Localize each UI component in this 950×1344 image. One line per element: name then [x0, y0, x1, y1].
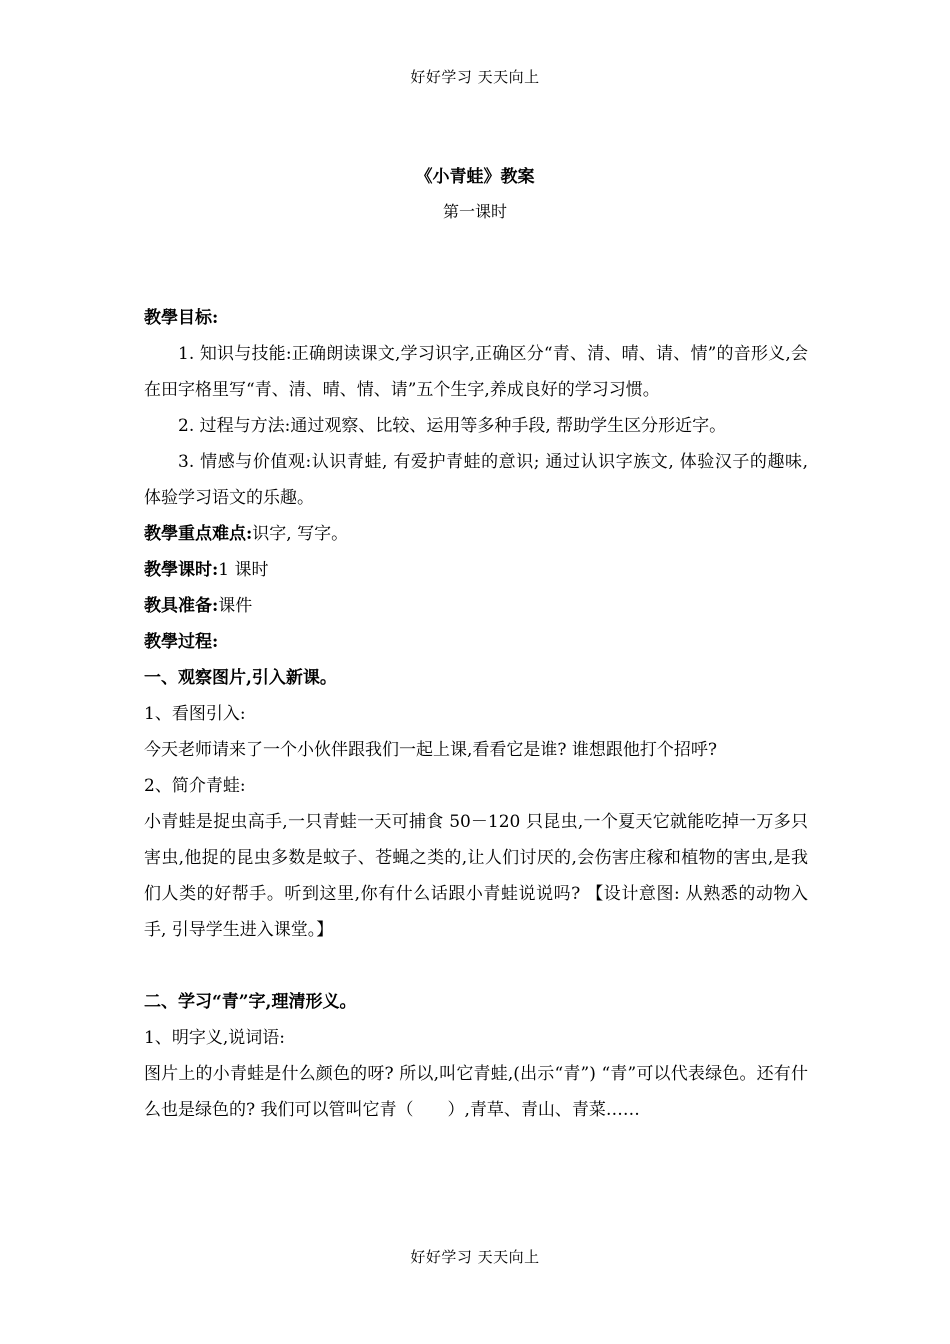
section1-heading: 一、观察图片,引入新课。: [144, 668, 337, 688]
materials-label: 教具准备:: [144, 596, 219, 616]
key-points-label: 教學重点难点:: [144, 524, 253, 544]
page-footer: 好好学习 天天向上: [410, 1248, 540, 1266]
document-title: 《小青蛙》教案: [415, 167, 535, 187]
materials-value: 课件: [218, 596, 253, 616]
class-hours-value: 1 课时: [218, 560, 269, 580]
key-points-value: 识字, 写字。: [252, 524, 349, 544]
objective-item-2: 2. 过程与方法:通过观察、比较、运用等多种手段, 帮助学生区分形近字。: [178, 416, 727, 436]
section1-step2-label: 2、简介青蛙:: [144, 776, 246, 796]
section2-step1-label: 1、明字义,说词语:: [144, 1028, 285, 1048]
spacer: [144, 948, 808, 984]
document-subtitle: 第一课时: [442, 202, 507, 221]
section1-step1-text: 今天老师请来了一个小伙伴跟我们一起上课,看看它是谁? 谁想跟他打个招呼?: [144, 740, 718, 760]
class-hours: [144, 552, 808, 588]
section2-heading: 二、学习“青”字,理清形义。: [144, 992, 357, 1012]
key-points: [144, 516, 808, 552]
process-heading: 教學过程:: [144, 632, 219, 652]
objectives-heading: 教學目标:: [144, 308, 219, 328]
section2-step1-text: 图片上的小青蛙是什么颜色的呀? 所以,叫它青蛙,(出示“青”) “青”可以代表绿色。还有什么也是绿色的? 我们可以管叫它青（ ）,青草、青山、青菜……: [144, 1064, 808, 1120]
section1-step1-label: 1、看图引入:: [144, 704, 246, 724]
objective-item-1: 1. 知识与技能:正确朗读课文,学习识字,正确区分“青、清、晴、请、情”的音形义,会在田字格里写“青、清、晴、情、请”五个生字,养成良好的学习习惯。: [144, 344, 808, 400]
document-body: [144, 300, 808, 1128]
class-hours-label: 教學课时:: [144, 560, 219, 580]
materials: [144, 588, 808, 624]
objective-item-3: 3. 情感与价值观:认识青蛙, 有爱护青蛙的意识; 通过认识字族文, 体验汉子的趣味, 体验学习语文的乐趣。: [144, 452, 808, 508]
page-header: 好好学习 天天向上: [410, 68, 540, 86]
section1-step2-text: 小青蛙是捉虫高手,一只青蛙一天可捕食 50－120 只昆虫,一个夏天它就能吃掉一万多只害虫,他捉的昆虫多数是蚊子、苍蝇之类的,让人们讨厌的,会伤害庄稼和植物的害虫,是我们人类的好帮手。听到这里,你有什么话跟小青蛙说说吗? 【设计意图: 从熟悉的动物入手, 引导学生进入课堂。】: [144, 812, 808, 940]
